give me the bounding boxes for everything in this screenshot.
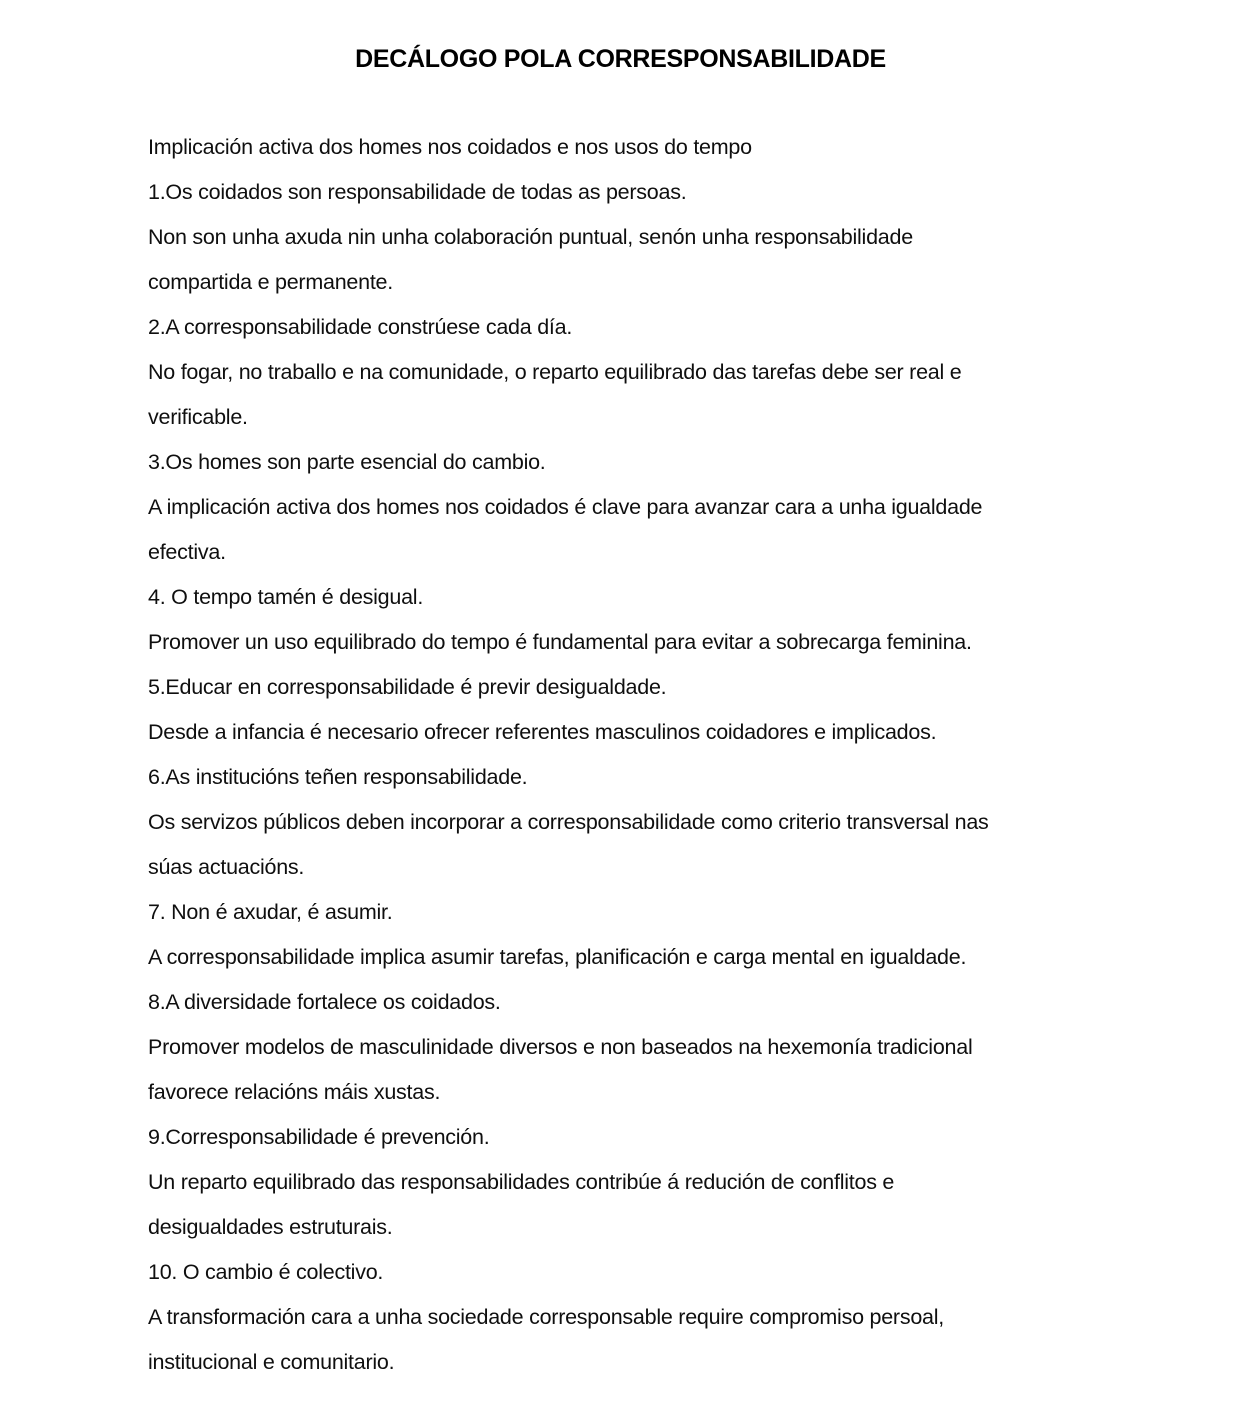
document-line: 1.Os coidados son responsabilidade de todas as persoas. [148, 180, 687, 204]
document-title: DECÁLOGO POLA CORRESPONSABILIDADE [355, 44, 886, 73]
document-line: Promover un uso equilibrado do tempo é fundamental para evitar a sobrecarga feminina. [148, 630, 972, 654]
document-line: 9.Corresponsabilidade é prevención. [148, 1125, 490, 1149]
document-line: Implicación activa dos homes nos coidados e nos usos do tempo [148, 135, 752, 159]
document-line: 4. O tempo tamén é desigual. [148, 585, 424, 609]
document-line: desigualdades estruturais. [148, 1215, 393, 1239]
document-line: verificable. [148, 405, 248, 429]
document-line: compartida e permanente. [148, 270, 393, 294]
document-line: 7. Non é axudar, é asumir. [148, 900, 393, 924]
document-line: Os servizos públicos deben incorporar a corresponsabilidade como criterio transversal nas [148, 810, 989, 834]
document-line: 10. O cambio é colectivo. [148, 1260, 384, 1284]
document-line: Promover modelos de masculinidade diversos e non baseados na hexemonía tradicional [148, 1035, 973, 1059]
document-line: 5.Educar en corresponsabilidade é previr desigualdade. [148, 675, 667, 699]
document-line: Non son unha axuda nin unha colaboración puntual, senón unha responsabilidade [148, 225, 913, 249]
document-line: institucional e comunitario. [148, 1350, 395, 1374]
document-line: 3.Os homes son parte esencial do cambio. [148, 450, 546, 474]
document-line: No fogar, no traballo e na comunidade, o reparto equilibrado das tarefas debe ser real e [148, 360, 962, 384]
document-line: Un reparto equilibrado das responsabilidades contribúe á redución de conflitos e [148, 1170, 895, 1194]
document-body [148, 125, 1148, 1385]
document-line: A transformación cara a unha sociedade corresponsable require compromiso persoal, [148, 1305, 944, 1329]
document-line: 8.A diversidade fortalece os coidados. [148, 990, 501, 1014]
document-line: A implicación activa dos homes nos coidados é clave para avanzar cara a unha igualdade [148, 495, 983, 519]
document-line: Desde a infancia é necesario ofrecer referentes masculinos coidadores e implicados. [148, 720, 937, 744]
document-line: favorece relacións máis xustas. [148, 1080, 441, 1104]
document-line: A corresponsabilidade implica asumir tarefas, planificación e carga mental en igualdade. [148, 945, 967, 969]
document-line: súas actuacións. [148, 855, 305, 879]
document-line: efectiva. [148, 540, 226, 564]
document-line: 2.A corresponsabilidade constrúese cada día. [148, 315, 573, 339]
document-line: 6.As institucións teñen responsabilidade. [148, 765, 528, 789]
